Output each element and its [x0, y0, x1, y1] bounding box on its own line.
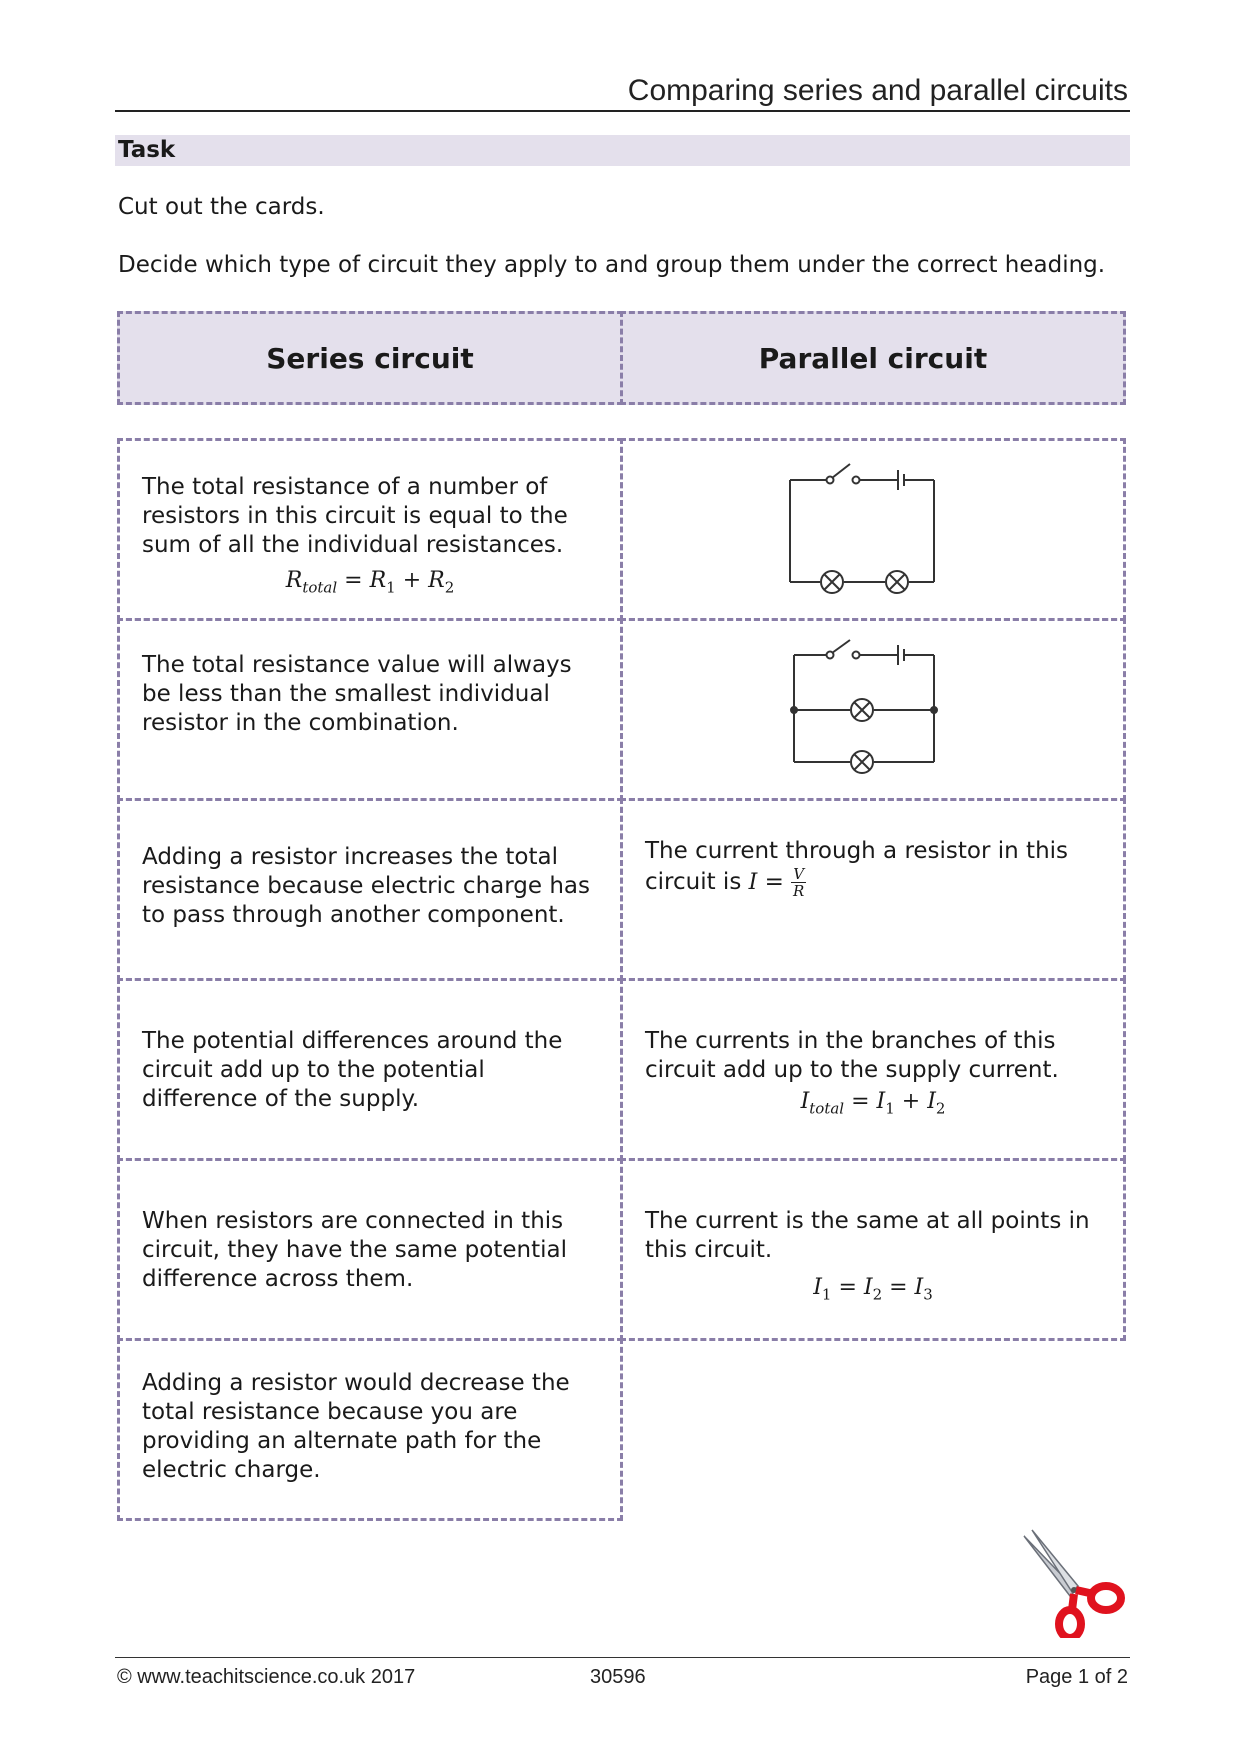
scissors-icon [1018, 1528, 1128, 1638]
card-adding-resistor-series[interactable] [117, 798, 623, 981]
card-parallel-resistance[interactable] [117, 618, 623, 801]
card-text: The current through a resistor in this [645, 838, 1069, 864]
instruction-cut: Cut out the cards. [118, 194, 325, 220]
card-series-resistance[interactable] [117, 438, 623, 621]
card-parallel-diagram[interactable] [620, 618, 1126, 801]
heading-parallel-label: Parallel circuit [758, 341, 988, 375]
instruction-group: Decide which type of circuit they apply to and group them under the correct heading. [118, 252, 1106, 278]
card-text: Adding a resistor increases the total resistance because electric charge has to pass through another component. [142, 844, 591, 928]
page-header [115, 70, 1130, 112]
card-text: The currents in the branches of this circuit add up to the supply current. [645, 1028, 1059, 1083]
card-text: The current is the same at all points in this circuit. [645, 1208, 1090, 1263]
task-bar [115, 135, 1130, 166]
card-adding-resistor-parallel[interactable] [117, 1338, 623, 1521]
heading-parallel [620, 311, 1126, 405]
card-text: Adding a resistor would decrease the total resistance because you are providing an alternate path for the electric charge. [142, 1370, 570, 1483]
task-label: Task [118, 137, 176, 163]
formula-i-equal: $I_1 = I_2 = I_3$ [813, 1275, 933, 1304]
card-current-ohms-law[interactable] [620, 798, 1126, 981]
card-text: When resistors are connected in this circuit, they have the same potential difference across them. [142, 1208, 567, 1292]
series-circuit-diagram-icon [620, 438, 1126, 621]
parallel-circuit-diagram-icon [620, 618, 1126, 801]
card-text: The total resistance value will always be less than the smallest individual resistor in the combination. [142, 652, 572, 736]
card-current-same[interactable] [620, 1158, 1126, 1341]
page-footer [115, 1657, 1130, 1688]
fraction-v-over-r: $\frac{V}{R}$ [793, 865, 805, 900]
card-currents-branches[interactable] [620, 978, 1126, 1161]
footer-copyright: © www.teachitscience.co.uk 2017 [117, 1666, 416, 1688]
footer-page-number: Page 1 of 2 [1025, 1666, 1128, 1688]
card-pd-parallel[interactable] [117, 1158, 623, 1341]
card-text-formula: circuit is I = $\frac{V}{R}$ [645, 865, 805, 900]
card-text: The total resistance of a number of resistors in this circuit is equal to the sum of all the individual resistances. [142, 474, 568, 558]
formula-r-total: $R_{total} = R_1 + R_2$ [285, 568, 455, 597]
card-text: The potential differences around the circuit add up to the potential difference of the supply. [142, 1028, 563, 1112]
card-series-diagram[interactable] [620, 438, 1126, 621]
card-pd-series[interactable] [117, 978, 623, 1161]
heading-series [117, 311, 623, 405]
footer-code: 30596 [590, 1666, 646, 1688]
page-title: Comparing series and parallel circuits [627, 74, 1128, 107]
formula-i-total: $I_{total} = I_1 + I_2$ [800, 1089, 946, 1118]
heading-series-label: Series circuit [266, 341, 474, 375]
